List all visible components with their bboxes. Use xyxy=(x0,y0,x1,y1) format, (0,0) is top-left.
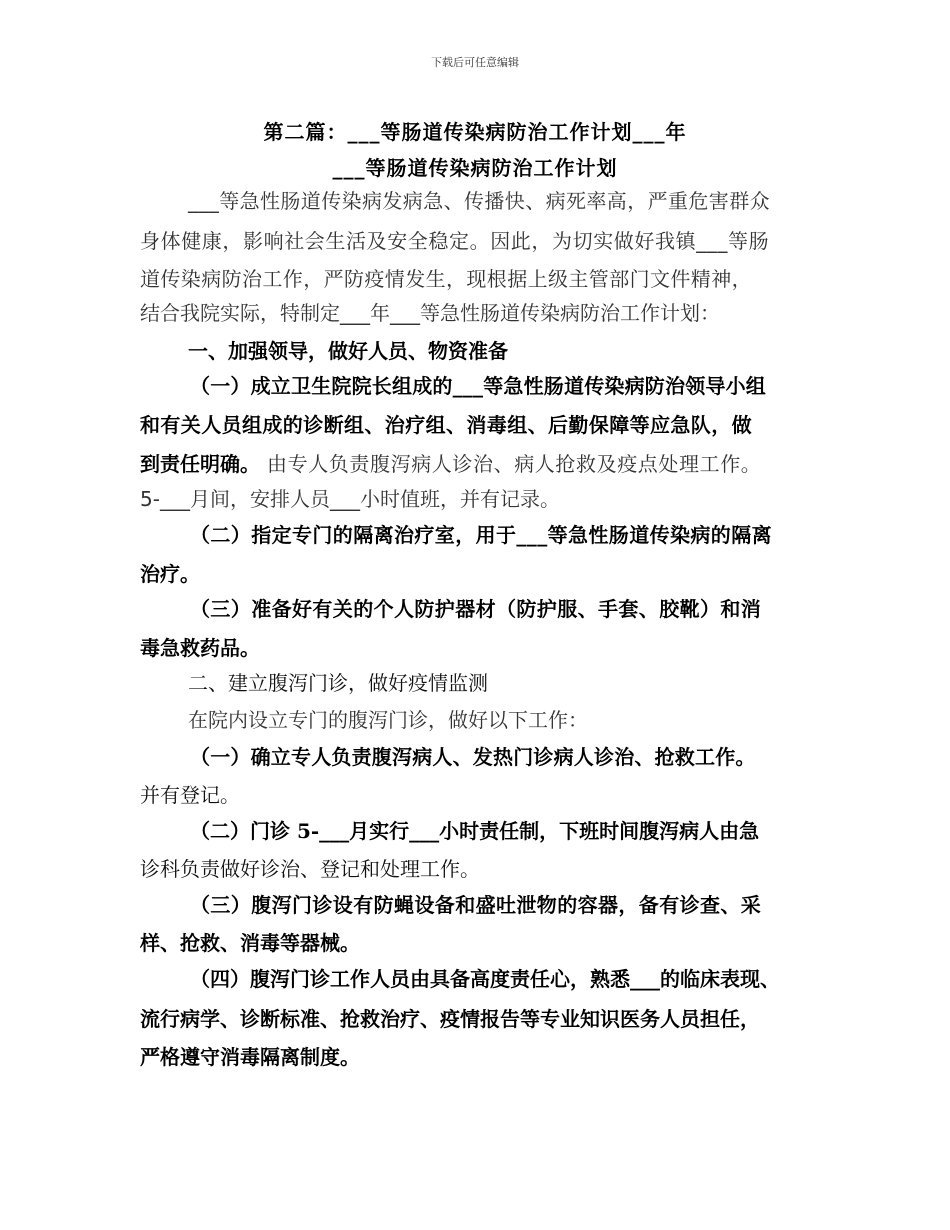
paragraph-line: 并有登记。 xyxy=(140,783,240,807)
paragraph-line: ___等急性肠道传染病发病急、传播快、病死率高，严重危害群众 xyxy=(188,189,770,213)
paragraph-line: （三）准备好有关的个人防护器材（防护服、手套、胶靴）和消 xyxy=(190,597,762,621)
paragraph-line: 5-___月间，安排人员___小时值班，并有记录。 xyxy=(140,487,560,511)
paragraph-line: 由专人负责腹泻病人诊治、病人抢救及疫点处理工作。 xyxy=(267,452,762,476)
section-heading: 二、建立腹泻门诊，做好疫情监测 xyxy=(188,671,488,695)
paragraph-line: （四）腹泻门诊工作人员由具备高度责任心，熟悉___的临床表现、 xyxy=(190,967,780,991)
paragraph-line: （二）门诊 5-___月实行___小时责任制，下班时间腹泻病人由急 xyxy=(190,819,760,843)
paragraph-line: 治疗。 xyxy=(140,562,200,586)
document-title: 第二篇：___等肠道传染病防治工作计划___年 xyxy=(263,120,687,144)
paragraph-line: 道传染病防治工作，严防疫情发生，现根据上级主管部门文件精神， xyxy=(140,267,752,291)
paragraph-line: 严格遵守消毒隔离制度。 xyxy=(140,1045,360,1069)
paragraph-line: 结合我院实际，特制定___年___等急性肠道传染病防治工作计划： xyxy=(140,301,720,325)
paragraph-line: 毒急救药品。 xyxy=(140,636,260,660)
paragraph-line: 流行病学、诊断标准、抢救治疗、疫情报告等专业知识医务人员担任， xyxy=(140,1007,760,1031)
paragraph-line: 到责任明确。 xyxy=(140,452,260,476)
paragraph-line: 身体健康，影响社会生活及安全稳定。因此，为切实做好我镇___等肠 xyxy=(140,229,770,253)
header-note: 下载后可任意编辑 xyxy=(431,56,519,69)
paragraph-line: 诊科负责做好诊治、登记和处理工作。 xyxy=(140,857,480,881)
paragraph-line: （三）腹泻门诊设有防蝇设备和盛吐泄物的容器，备有诊查、采 xyxy=(190,893,762,917)
paragraph-line: （二）指定专门的隔离治疗室，用于___等急性肠道传染病的隔离 xyxy=(190,523,772,547)
paragraph-line: 在院内设立专门的腹泻门诊，做好以下工作： xyxy=(188,708,588,732)
document-subtitle: ___等肠道传染病防治工作计划 xyxy=(332,156,618,180)
paragraph-line: 和有关人员组成的诊断组、治疗组、消毒组、后勤保障等应急队，做 xyxy=(140,413,752,437)
section-heading: 一、加强领导，做好人员、物资准备 xyxy=(188,339,508,363)
paragraph-line: 样、抢救、消毒等器械。 xyxy=(140,931,360,955)
paragraph-line: （一）成立卫生院院长组成的___等急性肠道传染病防治领导小组 xyxy=(190,374,766,398)
paragraph-line: （一）确立专人负责腹泻病人、发热门诊病人诊治、抢救工作。 xyxy=(190,745,756,769)
